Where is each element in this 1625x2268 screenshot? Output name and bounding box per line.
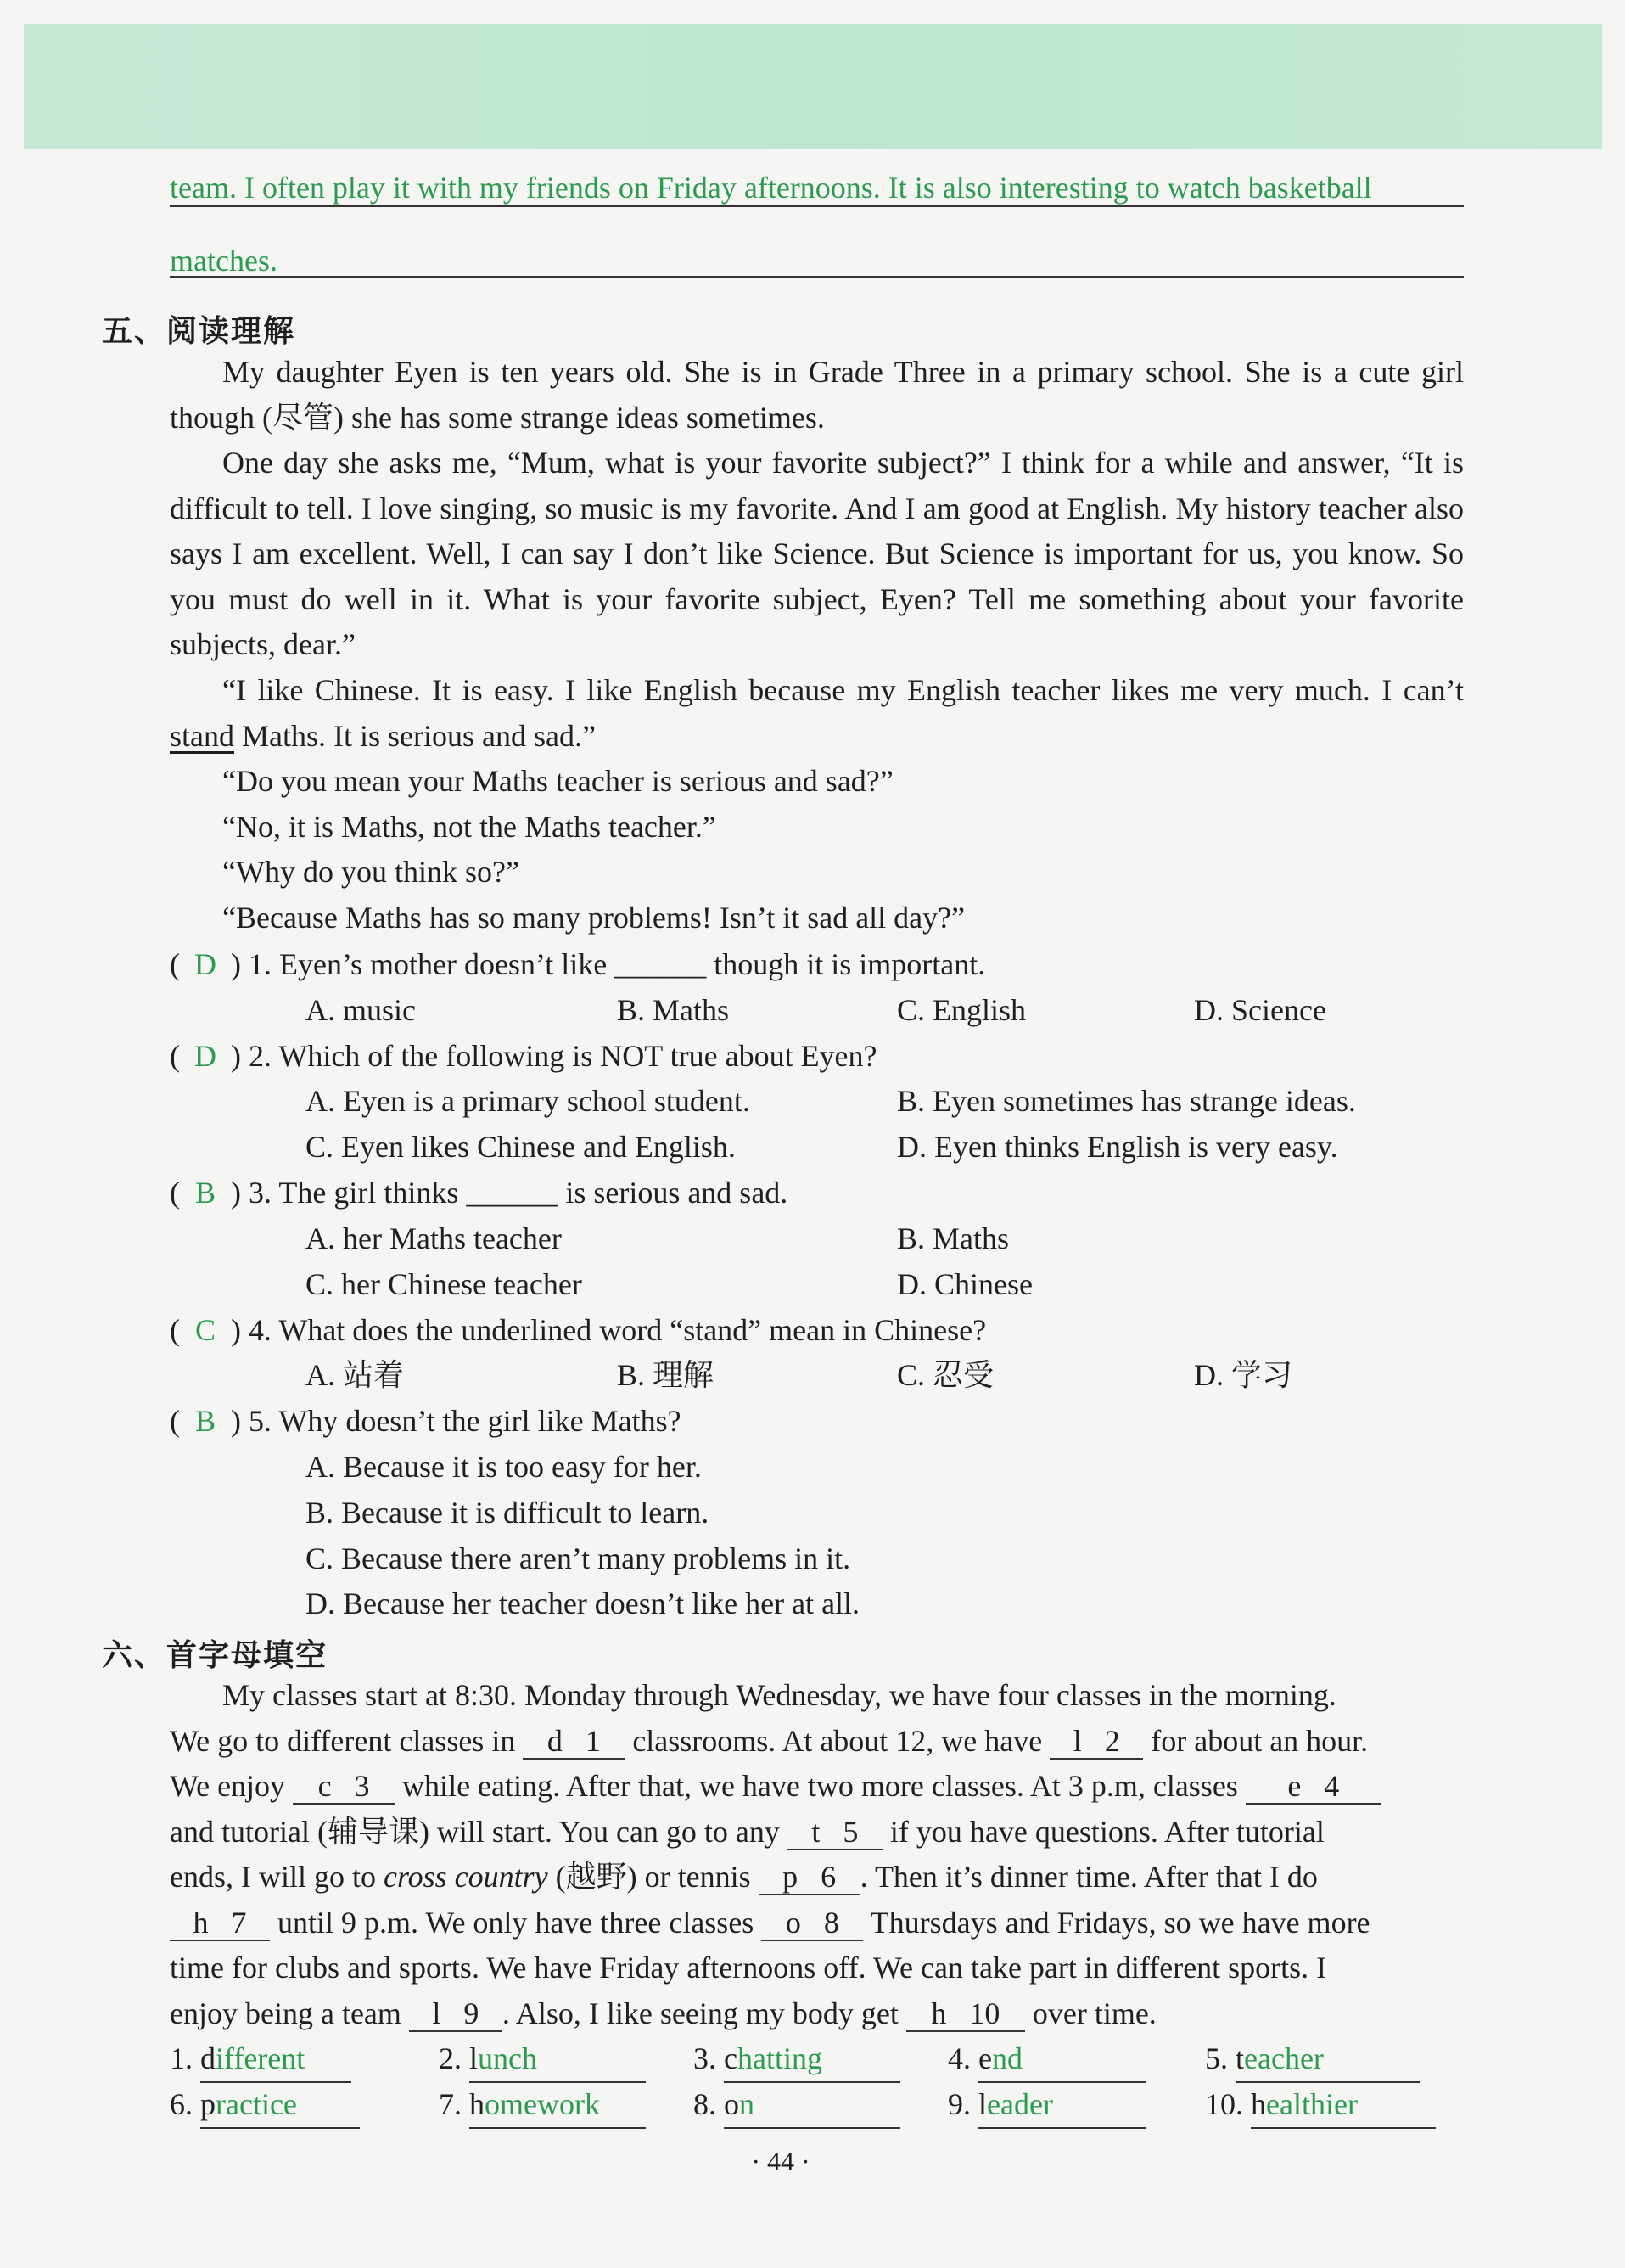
- passage-line: “Because Maths has so many problems! Isn’t it sad all day?”: [222, 901, 966, 935]
- passage-line: “No, it is Maths, not the Maths teacher.”: [222, 810, 716, 844]
- cloze-text: Thursdays and Fridays, so we have more: [863, 1906, 1370, 1940]
- blank-number: 7: [231, 1906, 247, 1940]
- passage-paragraph-1: My daughter Eyen is ten years old. She is in Grade Three in a primary school. She is a cute girl though (尽管) she has some strange ideas sometimes.: [170, 355, 1464, 435]
- cloze-text: and tutorial (辅导课) will start. You can go to any: [170, 1815, 787, 1849]
- question-4: ( C ) 4. What does the underlined word “stand” mean in Chinese?: [170, 1307, 986, 1353]
- passage-paragraph-2: One day she asks me, “Mum, what is your favorite subject?” I think for a while and answer, “It is difficult to tell. I love singing, so music is my favorite. And I am good at English. My history teacher also says I am excellent. Well, I can say I don’t like Science. But Science is important for us, you know. So you must do well in it. What is your favorite subject, Eyen? Tell me something about your favorite subjects, dear.”: [170, 446, 1464, 661]
- answer-rest: eacher: [1244, 2041, 1324, 2075]
- answer-number: 4.: [948, 2041, 971, 2075]
- answer-2: [439, 2035, 646, 2083]
- answer-initial: h: [469, 2087, 485, 2121]
- cloze-text: We enjoy: [170, 1769, 294, 1803]
- answer-number: 8.: [693, 2087, 716, 2121]
- answer-mark: C: [194, 1313, 216, 1347]
- cloze-blank: [170, 1906, 270, 1941]
- blank-letter: h: [931, 1996, 947, 2030]
- option-c: C. 忍受: [897, 1358, 995, 1392]
- blank-number: 6: [821, 1860, 837, 1894]
- option-a: A. Eyen is a primary school student.: [305, 1084, 750, 1118]
- answer-initial: p: [200, 2087, 216, 2121]
- cloze-line-3: [170, 1763, 1464, 1809]
- answer-initial: h: [1251, 2087, 1266, 2121]
- cloze-text: until 9 p.m. We only have three classes: [270, 1906, 762, 1940]
- answer-number: 1.: [170, 2041, 193, 2075]
- answer-rule: [170, 276, 1464, 278]
- cloze-blank: [787, 1815, 883, 1850]
- option-d: D. 学习: [1194, 1358, 1292, 1392]
- answer-5: [1205, 2035, 1420, 2083]
- option-b: B. Eyen sometimes has strange ideas.: [897, 1084, 1356, 1118]
- answer-rest: ealthier: [1266, 2087, 1358, 2121]
- answer-blank: [1251, 2081, 1436, 2129]
- cloze-line-7: time for clubs and sports. We have Friday afternoons off. We can take part in different sports. I: [170, 1951, 1327, 1984]
- answer-initial: o: [724, 2087, 739, 2121]
- answer-blank: [724, 2035, 900, 2083]
- underlined-word-stand: stand: [170, 718, 234, 753]
- cloze-italic-term: cross country: [383, 1860, 548, 1894]
- cloze-text: ends, I will go to: [170, 1860, 384, 1894]
- cloze-line-4: [170, 1809, 1464, 1855]
- answer-blank: [200, 2081, 360, 2129]
- option-a: A. music: [305, 993, 416, 1027]
- cloze-text: (越野) or tennis: [547, 1860, 759, 1894]
- question-text: 1. Eyen’s mother doesn’t like ______ though it is important.: [249, 947, 986, 981]
- answer-initial: l: [978, 2087, 988, 2121]
- answer-rule: [170, 205, 1464, 207]
- answer-1: [170, 2035, 351, 2083]
- answer-rest: hatting: [737, 2041, 822, 2075]
- answer-mark: D: [194, 1039, 216, 1073]
- answer-blank: [978, 2035, 1146, 2083]
- blank-letter: d: [546, 1724, 563, 1758]
- answer-10: [1205, 2081, 1436, 2129]
- answer-number: 10.: [1205, 2087, 1243, 2121]
- cloze-text: . Also, I like seeing my body get: [502, 1996, 906, 2030]
- question-5: ( B ) 5. Why doesn’t the girl like Maths?: [170, 1398, 681, 1444]
- question-text: 2. Which of the following is NOT true about Eyen?: [249, 1039, 877, 1073]
- answer-initial: c: [724, 2041, 737, 2075]
- question-3: ( B ) 3. The girl thinks ______ is serious and sad.: [170, 1170, 787, 1215]
- blank-number: 8: [823, 1906, 839, 1940]
- option-a: A. 站着: [305, 1358, 404, 1392]
- blank-number: 4: [1324, 1769, 1340, 1803]
- answer-3: [693, 2035, 900, 2083]
- blank-letter: l: [1073, 1724, 1082, 1758]
- answer-rest: n: [739, 2087, 754, 2121]
- option-b: B. Because it is difficult to learn.: [305, 1496, 709, 1530]
- answer-number: 9.: [948, 2087, 971, 2121]
- answer-number: 7.: [439, 2087, 462, 2121]
- answer-blank: [724, 2081, 900, 2129]
- section-5-title: 五、阅读理解: [102, 314, 296, 349]
- section-6-title: 六、首字母填空: [102, 1638, 328, 1673]
- blank-letter: c: [317, 1769, 332, 1803]
- answer-8: [693, 2081, 900, 2129]
- answer-number: 3.: [693, 2041, 716, 2075]
- blank-number: 5: [843, 1815, 859, 1849]
- blank-letter: o: [785, 1906, 801, 1940]
- cloze-line-8: [170, 1990, 1464, 2036]
- blank-number: 3: [354, 1769, 370, 1803]
- blank-letter: l: [432, 1996, 441, 2030]
- blank-letter: p: [782, 1860, 798, 1894]
- answer-blank: [978, 2081, 1146, 2129]
- cloze-blank: [293, 1769, 395, 1805]
- option-d: D. Chinese: [897, 1267, 1033, 1301]
- blank-letter: e: [1287, 1769, 1302, 1803]
- option-d: D. Science: [1194, 993, 1326, 1027]
- option-a: A. Because it is too easy for her.: [305, 1450, 702, 1484]
- answer-mark: D: [194, 947, 216, 981]
- page-number: · 44 ·: [751, 2146, 810, 2176]
- answer-number: 2.: [439, 2041, 462, 2075]
- answer-6: [170, 2081, 360, 2129]
- passage-text: “I like Chinese. It is easy. I like English because my English teacher likes me very much. I can’t: [222, 673, 1464, 707]
- cloze-text: classrooms. At about 12, we have: [625, 1724, 1051, 1758]
- cloze-blank: [906, 1996, 1025, 2032]
- answer-blank: [200, 2035, 351, 2083]
- option-d: D. Because her teacher doesn’t like her at all.: [305, 1586, 860, 1620]
- question-text: 5. Why doesn’t the girl like Maths?: [249, 1404, 681, 1438]
- cloze-blank: [759, 1860, 860, 1895]
- question-text: 3. The girl thinks ______ is serious and sad.: [249, 1176, 788, 1210]
- answer-initial: d: [200, 2041, 216, 2075]
- cloze-text: We go to different classes in: [170, 1724, 524, 1758]
- option-b: B. Maths: [617, 993, 730, 1027]
- cloze-text: while eating. After that, we have two more classes. At 3 p.m, classes: [395, 1769, 1246, 1803]
- answer-rest: ifferent: [216, 2041, 305, 2075]
- cloze-blank: [1050, 1724, 1143, 1760]
- cloze-blank: [409, 1996, 502, 2032]
- answer-blank: [469, 2035, 646, 2083]
- option-c: C. her Chinese teacher: [305, 1267, 582, 1301]
- cloze-text: . Then it’s dinner time. After that I do: [860, 1860, 1318, 1894]
- answer-rest: eader: [987, 2087, 1053, 2121]
- blank-number: 1: [585, 1724, 601, 1758]
- option-c: C. English: [897, 993, 1027, 1027]
- cloze-blank: [523, 1724, 625, 1760]
- option-b: B. Maths: [897, 1221, 1010, 1255]
- cloze-blank: [1246, 1769, 1381, 1805]
- cloze-text: for about an hour.: [1143, 1724, 1369, 1758]
- cloze-line-1: My classes start at 8:30. Monday through Wednesday, we have four classes in the morning.: [222, 1678, 1336, 1712]
- cloze-line-2: [170, 1718, 1464, 1764]
- answer-initial: l: [469, 2041, 479, 2075]
- cloze-text: over time.: [1024, 1996, 1157, 2030]
- option-c: C. Because there aren’t many problems in it.: [305, 1541, 851, 1575]
- blank-letter: h: [193, 1906, 209, 1940]
- cloze-line-6: [170, 1900, 1464, 1945]
- answer-number: 5.: [1205, 2041, 1228, 2075]
- answer-9: [948, 2081, 1146, 2129]
- answer-rest: ractice: [216, 2087, 297, 2121]
- blank-number: 2: [1104, 1724, 1120, 1758]
- passage-text: Maths. It is serious and sad.”: [242, 718, 596, 753]
- answer-4: [948, 2035, 1146, 2083]
- prev-answer-line-2: matches.: [170, 244, 277, 278]
- blank-number: 9: [463, 1996, 479, 2030]
- answer-mark: B: [194, 1404, 216, 1438]
- blank-number: 10: [969, 1996, 1000, 2030]
- answer-rest: nd: [991, 2041, 1023, 2075]
- answer-rest: omework: [485, 2087, 600, 2121]
- question-text: 4. What does the underlined word “stand” mean in Chinese?: [249, 1313, 987, 1347]
- cloze-blank: [761, 1906, 863, 1941]
- cloze-text: if you have questions. After tutorial: [882, 1815, 1325, 1849]
- answer-initial: e: [978, 2041, 992, 2075]
- answer-blank: [1236, 2035, 1420, 2083]
- answer-mark: B: [194, 1176, 216, 1210]
- prev-answer-line-1: team. I often play it with my friends on Friday afternoons. It is also interesting to watch basketball: [170, 171, 1372, 205]
- answer-number: 6.: [170, 2087, 193, 2121]
- passage-line: “Do you mean your Maths teacher is serious and sad?”: [222, 764, 894, 798]
- answer-rest: unch: [478, 2041, 537, 2075]
- cloze-line-5: [170, 1854, 1464, 1900]
- question-1: ( D ) 1. Eyen’s mother doesn’t like ______ though it is important.: [170, 941, 985, 987]
- option-c: C. Eyen likes Chinese and English.: [305, 1130, 736, 1164]
- answer-blank: [469, 2081, 646, 2129]
- answer-initial: t: [1236, 2041, 1245, 2075]
- answer-7: [439, 2081, 646, 2129]
- option-d: D. Eyen thinks English is very easy.: [897, 1130, 1338, 1164]
- passage-paragraph-3: [170, 668, 1464, 759]
- question-2: ( D ) 2. Which of the following is NOT true about Eyen?: [170, 1033, 877, 1079]
- blank-letter: t: [811, 1815, 821, 1849]
- option-a: A. her Maths teacher: [305, 1221, 562, 1255]
- cloze-text: enjoy being a team: [170, 1996, 409, 2030]
- option-b: B. 理解: [617, 1358, 714, 1392]
- passage-line: “Why do you think so?”: [222, 855, 519, 889]
